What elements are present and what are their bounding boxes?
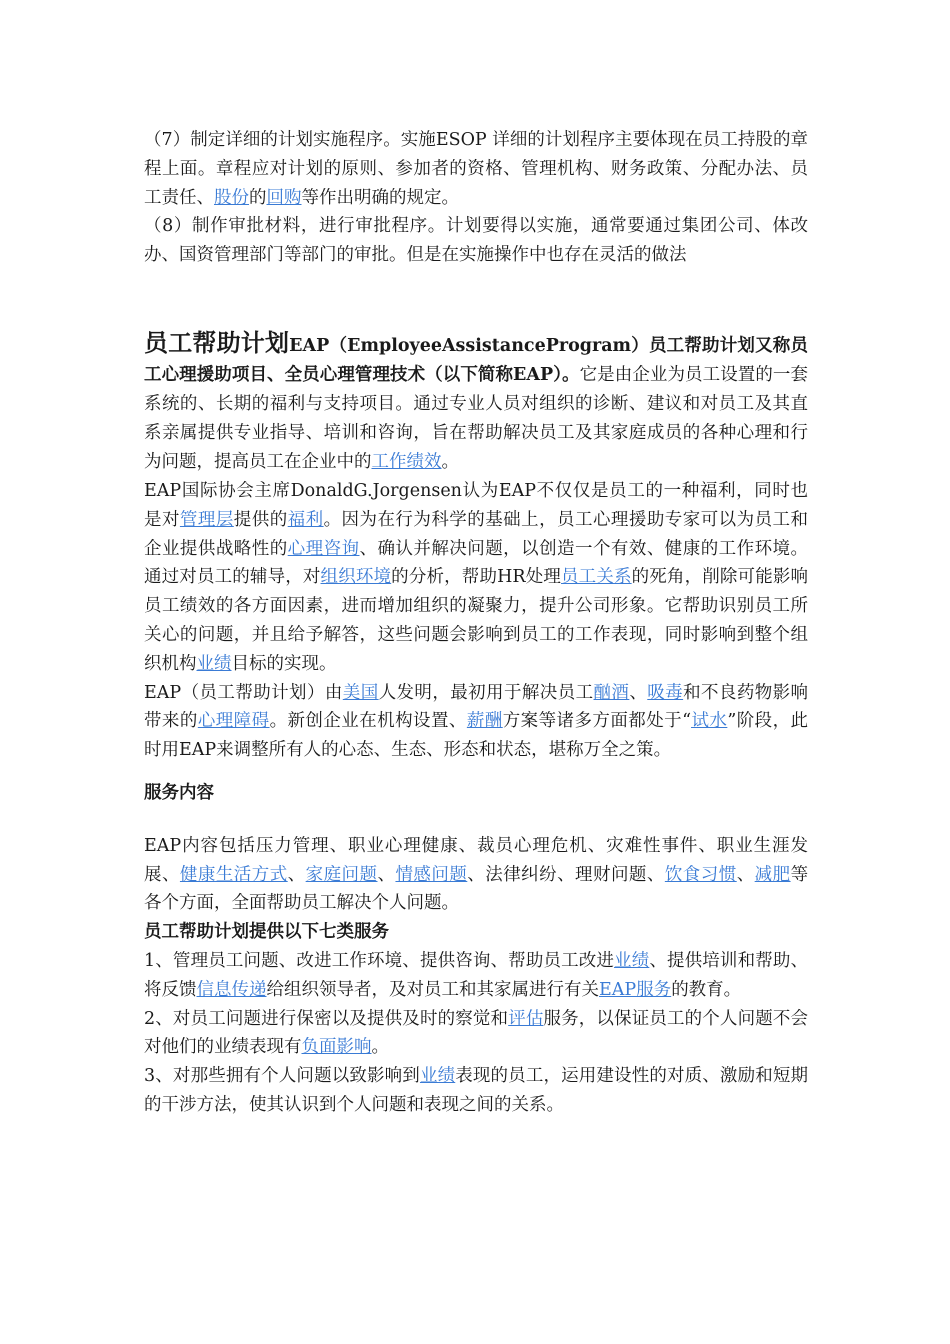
- text: 给组织领导者，及对员工和其家属进行有关: [266, 979, 599, 1000]
- text: 等作出明确的规定。: [301, 187, 459, 208]
- spacer: [144, 765, 808, 779]
- text: 的分析，帮助HR处理: [391, 567, 561, 588]
- link-welfare[interactable]: 福利: [287, 509, 324, 530]
- text: 人发明，最初用于解决员工: [378, 682, 594, 703]
- link-drugs[interactable]: 吸毒: [647, 682, 684, 703]
- text: 。: [441, 451, 459, 472]
- paragraph-step-7: [144, 126, 808, 212]
- text: 等各个方面，全面帮助员工解决个人问题。: [144, 864, 809, 914]
- text: EAP内容包括压力管理、职业心理健康、裁员心理危机、灾难性事件、职业生涯发展、: [144, 835, 808, 885]
- link-healthy-lifestyle[interactable]: 健康生活方式: [179, 864, 288, 885]
- link-employee-relations[interactable]: 员工关系: [561, 567, 632, 588]
- text: 、: [377, 864, 396, 885]
- text: 它是由企业为员工设置的一套系统的、长期的福利与支持项目。通过专业人员对组织的诊断、建议和对员工及其直系亲属提供专业指导、培训和咨询，旨在帮助解决员工及其家庭成员的各种心理和行为问题，提高员工在企业中的: [144, 364, 808, 472]
- text: ”阶段，此时用EAP来调整所有人的心态、生态、形态和状态，堪称万全之策。: [144, 711, 809, 761]
- link-info-transfer[interactable]: 信息传递: [196, 979, 267, 1000]
- service-heading: 服务内容: [144, 782, 214, 803]
- link-evaluation[interactable]: 评估: [508, 1008, 544, 1029]
- text: EAP（员工帮助计划）由: [144, 682, 343, 703]
- link-buyback[interactable]: 回购: [266, 187, 302, 208]
- link-trial[interactable]: 试水: [691, 711, 728, 732]
- text: （7）制定详细的计划实施程序。实施ESOP 详细的计划程序主要体现在员工持股的章程上面。章程应对计划的原则、参加者的资格、管理机构、财务政策、分配办法、员工责任、: [144, 130, 808, 208]
- link-org-environment[interactable]: 组织环境: [320, 567, 392, 588]
- text: 的死角，削除可能影响员工绩效的各方面因素，进而增加组织的凝聚力，提升公司形象。它帮助识别员工所关心的问题，并且给予解答，这些问题会影响到员工的工作表现，同时影响到整个组织机构: [144, 567, 809, 674]
- link-performance[interactable]: 业绩: [419, 1066, 456, 1087]
- text: 2、对员工问题进行保密以及提供及时的察觉和: [144, 1008, 509, 1029]
- link-work-performance[interactable]: 工作绩效: [371, 451, 442, 472]
- link-eap-service[interactable]: EAP服务: [599, 979, 672, 1000]
- text: 方案等诸多方面都处于“: [502, 711, 692, 732]
- link-weight-loss[interactable]: 减肥: [754, 864, 791, 885]
- text: 、: [287, 864, 306, 885]
- service-item-3: [144, 1062, 808, 1120]
- section-title-rest: EAP（EmployeeAssistanceProgram）员工帮助计划又称员工心理援助项目、全员心理管理技术（以下简称EAP）。: [144, 335, 809, 385]
- text: 。新创企业在机构设置、: [269, 711, 467, 732]
- spacer: [144, 270, 808, 328]
- document-page: [144, 126, 808, 1120]
- eap-intro-paragraph: [144, 328, 808, 477]
- text: 表现的员工，运用建设性的对质、激励和短期的干涉方法，使其认识到个人问题和表现之间的关系。: [144, 1066, 809, 1115]
- link-family-issues[interactable]: 家庭问题: [305, 864, 378, 885]
- text: 提供的: [233, 509, 288, 530]
- link-emotional-issues[interactable]: 情感问题: [395, 864, 468, 885]
- link-performance[interactable]: 业绩: [614, 950, 650, 971]
- link-performance[interactable]: 业绩: [196, 653, 232, 674]
- text: 和不良药物影响带来的: [144, 682, 809, 732]
- link-counseling[interactable]: 心理咨询: [287, 538, 360, 559]
- text: 1、管理员工问题、改进工作环境、提供咨询、帮助员工改进: [144, 950, 615, 971]
- link-management[interactable]: 管理层: [179, 509, 234, 530]
- text: 服务，以保证员工的个人问题不会对他们的业绩表现有: [144, 1008, 809, 1058]
- link-usa[interactable]: 美国: [342, 682, 379, 703]
- text: 目标的实现。: [231, 653, 337, 674]
- link-shares[interactable]: 股份: [214, 187, 249, 208]
- link-alcoholism[interactable]: 酗酒: [593, 682, 630, 703]
- link-diet-habits[interactable]: 饮食习惯: [664, 864, 737, 885]
- text: 、: [736, 864, 755, 885]
- seven-services-heading: 员工帮助计划提供以下七类服务: [144, 922, 389, 943]
- service-item-1: [144, 947, 808, 1005]
- text: 的教育。: [671, 979, 742, 1000]
- section-title: 员工帮助计划: [144, 327, 290, 357]
- spacer: [144, 808, 808, 832]
- paragraph-step-8: （8）制作审批材料，进行审批程序。计划要得以实施，通常要通过集团公司、体改办、国资管理部门等部门的审批。但是在实施操作中也存在灵活的做法: [144, 216, 808, 266]
- service-item-2: [144, 1005, 808, 1063]
- text: 、提供培训和帮助、将反馈: [144, 950, 809, 1000]
- text: 、: [629, 682, 648, 703]
- link-psych-disorder[interactable]: 心理障碍: [197, 711, 270, 732]
- text: 。因为在行为科学的基础上，员工心理援助专家可以为员工和企业提供战略性的: [144, 509, 809, 559]
- text: 。: [371, 1037, 389, 1058]
- text: 、法律纠纷、理财问题、: [467, 864, 665, 885]
- link-negative-impact[interactable]: 负面影响: [301, 1037, 372, 1058]
- service-paragraph: [144, 832, 808, 918]
- text: 的: [249, 187, 267, 208]
- text: 、确认并解决问题，以创造一个有效、健康的工作环境。通过对员工的辅导，对: [144, 538, 809, 588]
- text: 3、对那些拥有个人问题以致影响到: [144, 1066, 420, 1087]
- text: EAP国际协会主席DonaldG.Jorgensen认为EAP不仅仅是员工的一种福利，同时也是对: [144, 480, 808, 530]
- eap-paragraph-2: [144, 477, 808, 679]
- eap-paragraph-3: [144, 679, 808, 765]
- link-salary[interactable]: 薪酬: [466, 711, 503, 732]
